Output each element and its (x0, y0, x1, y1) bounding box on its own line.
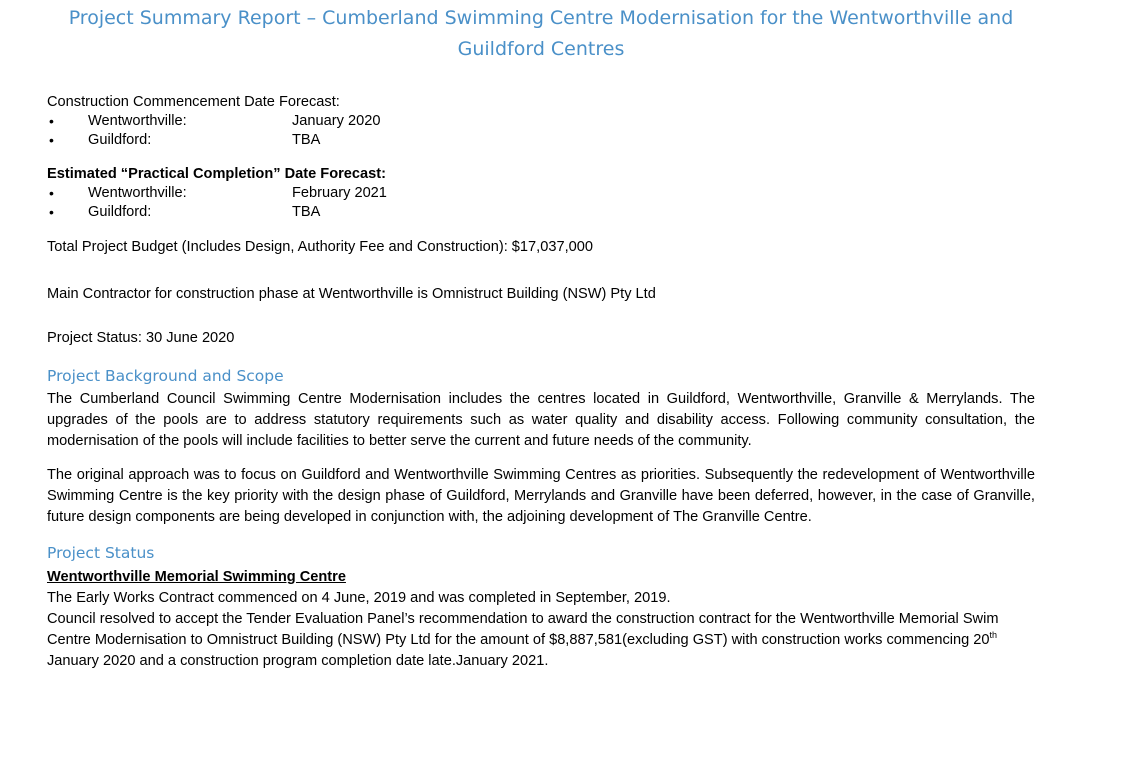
commencement-centre-wentworthville: Wentworthville: (88, 113, 187, 129)
tender-text-start: Council resolved to accept the Tender Evaluation Panel’s recommendation to award the construction contract for the Wentworthville Memorial Swim Centre Modernisation to Omnistruct Building (NSW) Pty Ltd for the amount of $8,887,581(excluding GST) with construction works commencing 20 (47, 611, 999, 648)
ordinal-superscript: th (989, 630, 998, 641)
completion-date-wentworthville: February 2021 (292, 185, 387, 201)
project-status-date: Project Status: 30 June 2020 (47, 330, 235, 346)
commencement-heading: Construction Commencement Date Forecast: (47, 94, 340, 110)
tender-paragraph (47, 609, 1037, 672)
early-works-text: The Early Works Contract commenced on 4 June, 2019 and was completed in September, 2019. (47, 590, 671, 606)
completion-centre-wentworthville: Wentworthville: (88, 185, 187, 201)
completion-centre-guildford: Guildford: (88, 204, 152, 220)
bullet-icon: • (49, 185, 54, 201)
bullet-icon: • (49, 204, 54, 220)
bullet-icon: • (49, 132, 54, 148)
tender-text-end: January 2020 and a construction program completion date late.January 2021. (47, 653, 549, 669)
bullet-icon: • (49, 113, 54, 129)
total-project-budget: Total Project Budget (Includes Design, Authority Fee and Construction): $17,037,000 (47, 239, 593, 255)
wentworthville-subheading: Wentworthville Memorial Swimming Centre (47, 569, 346, 585)
completion-heading: Estimated “Practical Completion” Date Forecast: (47, 166, 386, 182)
background-paragraph-2: The original approach was to focus on Guildford and Wentworthville Swimming Centres as priorities. Subsequently the redevelopment of Wentworthville Swimming Centre is the key priority with the design phase of Guildford, Merrylands and Granville have been deferred, however, in the case of Granville, future design components are being developed in conjunction with, the adjoining development of The Granville Centre. (47, 467, 1035, 525)
commencement-centre-guildford: Guildford: (88, 132, 152, 148)
project-status-heading: Project Status (47, 544, 155, 562)
background-heading: Project Background and Scope (47, 367, 284, 385)
completion-date-guildford: TBA (292, 204, 321, 220)
commencement-date-wentworthville: January 2020 (292, 113, 381, 129)
report-title: Project Summary Report – Cumberland Swimming Centre Modernisation for the Wentworthville and Guildford Centres (68, 7, 1014, 60)
main-contractor: Main Contractor for construction phase at Wentworthville is Omnistruct Building (NSW) Pty Ltd (47, 286, 656, 302)
commencement-date-guildford: TBA (292, 132, 321, 148)
background-paragraph-1: The Cumberland Council Swimming Centre Modernisation includes the centres located in Guildford, Wentworthville, Granville & Merrylands. The upgrades of the pools are to address statutory requirements such as water quality and disability access. Following community consultation, the modernisation of the pools will include facilities to better serve the current and future needs of the community. (47, 391, 1035, 449)
